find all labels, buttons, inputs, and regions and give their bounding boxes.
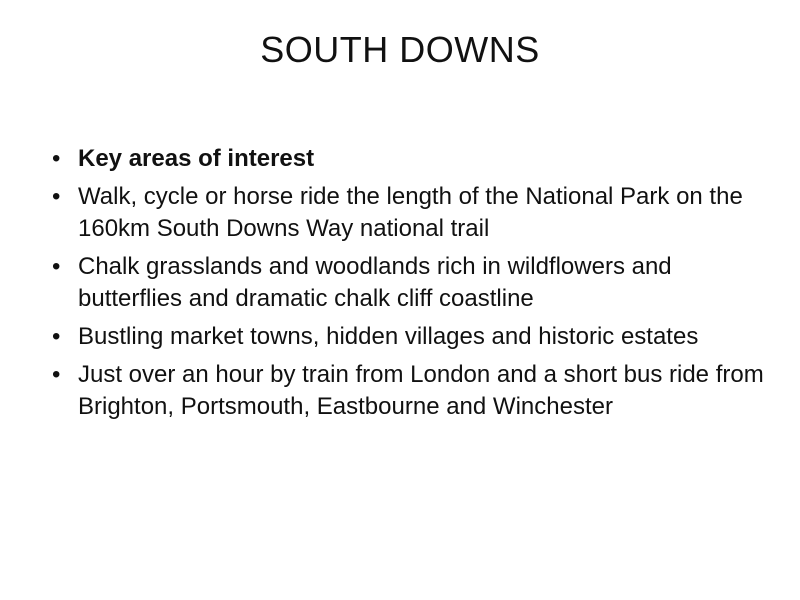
bullet-item — [50, 181, 765, 245]
slide-title: SOUTH DOWNS — [260, 29, 540, 70]
bullet-icon: • — [52, 253, 61, 280]
bullet-list — [50, 143, 765, 429]
bullet-text: Key areas of interest — [78, 145, 315, 172]
bullet-text: Just over an hour by train from London and a short bus ride from Brighton, Portsmouth, Eastbourne and Winchester — [78, 361, 764, 420]
bullet-text: Walk, cycle or horse ride the length of the National Park on the 160km South Downs Way national trail — [78, 183, 743, 242]
bullet-text: Bustling market towns, hidden villages and historic estates — [78, 323, 699, 350]
bullet-icon: • — [52, 145, 61, 172]
bullet-item — [50, 143, 765, 175]
bullet-icon: • — [52, 361, 61, 388]
bullet-icon: • — [52, 323, 61, 350]
bullet-item — [50, 321, 765, 353]
bullet-icon: • — [52, 183, 61, 210]
bullet-item — [50, 359, 765, 423]
bullet-item — [50, 251, 765, 315]
bullet-text: Chalk grasslands and woodlands rich in wildflowers and butterflies and dramatic chalk cliff coastline — [78, 253, 672, 312]
